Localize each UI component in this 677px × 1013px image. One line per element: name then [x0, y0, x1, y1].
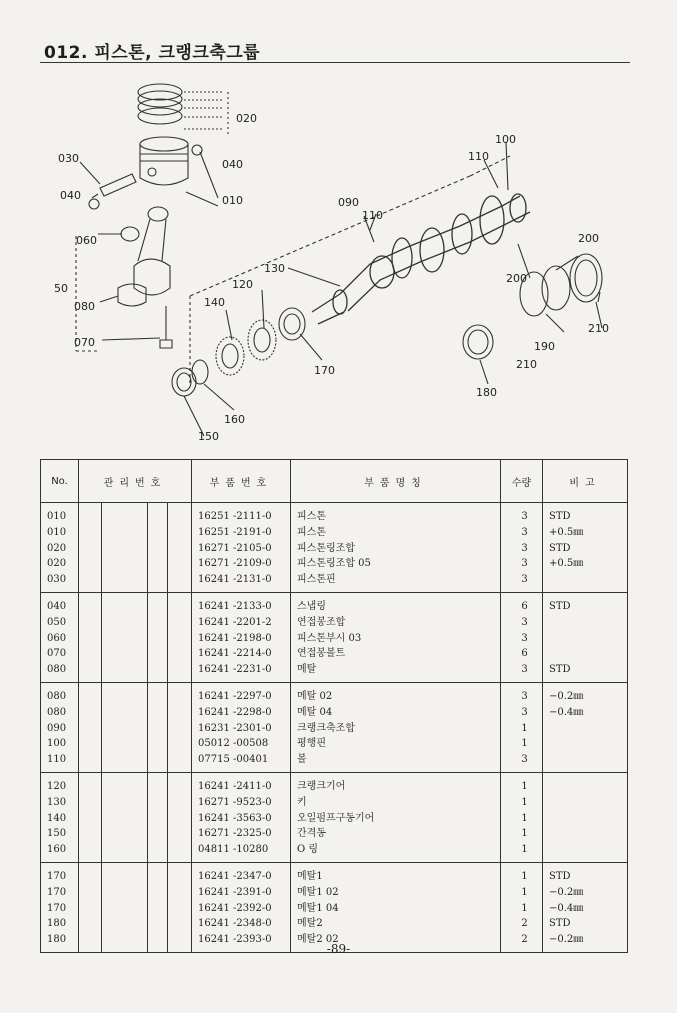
part-name-cell: 크랭크축조합 [291, 721, 501, 737]
mgmt-cell-3 [148, 772, 168, 794]
part-number-cell: 07715 -00401 [192, 752, 291, 772]
callout-080: 080 [74, 300, 95, 313]
mgmt-cell-1 [79, 541, 102, 557]
mgmt-cell-2 [102, 646, 148, 662]
remark-cell [543, 842, 628, 862]
remark-cell: +0.5㎜ [543, 525, 628, 541]
table-row [41, 556, 628, 572]
mgmt-cell-2 [102, 811, 148, 827]
mgmt-cell-1 [79, 646, 102, 662]
part-name-cell: O 링 [291, 842, 501, 862]
part-number-cell: 16241 -2348-0 [192, 916, 291, 932]
remark-cell: −0.4㎜ [543, 705, 628, 721]
remark-cell [543, 646, 628, 662]
mgmt-cell-2 [102, 615, 148, 631]
quantity-cell: 1 [501, 795, 543, 811]
quantity-cell: 1 [501, 721, 543, 737]
mgmt-cell-2 [102, 795, 148, 811]
mgmt-cell-2 [102, 525, 148, 541]
remark-cell: −0.2㎜ [543, 885, 628, 901]
quantity-cell: 3 [501, 556, 543, 572]
table-body [41, 503, 628, 953]
part-number-cell: 16251 -2111-0 [192, 503, 291, 525]
mgmt-cell-3 [148, 556, 168, 572]
item-no-cell: 090 [41, 721, 79, 737]
mgmt-cell-4 [168, 592, 192, 614]
mgmt-cell-3 [148, 752, 168, 772]
mgmt-cell-1 [79, 811, 102, 827]
mgmt-cell-2 [102, 631, 148, 647]
item-no-cell: 010 [41, 503, 79, 525]
header-remark: 비고 [543, 460, 628, 503]
mgmt-cell-2 [102, 572, 148, 592]
mgmt-cell-4 [168, 662, 192, 682]
mgmt-cell-3 [148, 795, 168, 811]
item-no-cell: 080 [41, 682, 79, 704]
table-row [41, 541, 628, 557]
mgmt-cell-1 [79, 556, 102, 572]
mgmt-cell-4 [168, 503, 192, 525]
mgmt-cell-4 [168, 721, 192, 737]
remark-cell [543, 736, 628, 752]
quantity-cell: 3 [501, 752, 543, 772]
part-name-cell: 메탈1 [291, 862, 501, 884]
quantity-cell: 1 [501, 842, 543, 862]
remark-cell [543, 795, 628, 811]
item-no-cell: 080 [41, 662, 79, 682]
piston-rings [138, 84, 182, 124]
remark-cell: STD [543, 541, 628, 557]
mgmt-cell-1 [79, 525, 102, 541]
part-name-cell: 크랭크기어 [291, 772, 501, 794]
callout-060: 060 [76, 234, 97, 247]
table-row [41, 682, 628, 704]
header-no: No. [41, 460, 79, 503]
quantity-cell: 6 [501, 592, 543, 614]
table-row [41, 525, 628, 541]
quantity-cell: 3 [501, 572, 543, 592]
mgmt-cell-3 [148, 503, 168, 525]
item-no-cell: 180 [41, 916, 79, 932]
item-no-cell: 030 [41, 572, 79, 592]
item-no-cell: 130 [41, 795, 79, 811]
mgmt-cell-4 [168, 705, 192, 721]
quantity-cell: 3 [501, 682, 543, 704]
mgmt-cell-3 [148, 592, 168, 614]
mgmt-cell-1 [79, 916, 102, 932]
remark-cell [543, 631, 628, 647]
part-number-cell: 16241 -2347-0 [192, 862, 291, 884]
table-row [41, 842, 628, 862]
quantity-cell: 6 [501, 646, 543, 662]
mgmt-cell-4 [168, 572, 192, 592]
mgmt-cell-4 [168, 541, 192, 557]
mgmt-cell-2 [102, 752, 148, 772]
part-name-cell: 메탈2 02 [291, 932, 501, 952]
quantity-cell: 3 [501, 615, 543, 631]
diagram-svg [40, 66, 640, 456]
quantity-cell: 1 [501, 736, 543, 752]
quantity-cell: 3 [501, 631, 543, 647]
mgmt-cell-4 [168, 631, 192, 647]
quantity-cell: 1 [501, 811, 543, 827]
callout-150: 150 [198, 430, 219, 443]
item-no-cell: 170 [41, 901, 79, 917]
part-name-cell: 피스톤부시 03 [291, 631, 501, 647]
quantity-cell: 1 [501, 885, 543, 901]
quantity-cell: 1 [501, 826, 543, 842]
mgmt-cell-3 [148, 862, 168, 884]
mgmt-cell-1 [79, 615, 102, 631]
mgmt-cell-1 [79, 592, 102, 614]
remark-cell: STD [543, 916, 628, 932]
callout-130: 130 [264, 262, 285, 275]
item-no-cell: 010 [41, 525, 79, 541]
item-no-cell: 020 [41, 556, 79, 572]
table-row [41, 916, 628, 932]
part-name-cell: 스냅링 [291, 592, 501, 614]
quantity-cell: 1 [501, 901, 543, 917]
part-name-cell: 오일펌프구동기어 [291, 811, 501, 827]
mgmt-cell-1 [79, 705, 102, 721]
item-no-cell: 150 [41, 826, 79, 842]
item-no-cell: 180 [41, 932, 79, 952]
part-number-cell: 16271 -2325-0 [192, 826, 291, 842]
table-row [41, 752, 628, 772]
part-name-cell: 메탈2 [291, 916, 501, 932]
mgmt-cell-2 [102, 662, 148, 682]
mgmt-cell-1 [79, 682, 102, 704]
callout-160: 160 [224, 413, 245, 426]
mgmt-cell-3 [148, 736, 168, 752]
mgmt-cell-3 [148, 901, 168, 917]
callout-040-top: 040 [222, 158, 243, 171]
callout-190: 190 [534, 340, 555, 353]
page-title: 012. 피스톤, 크랭크축그룹 [44, 43, 261, 63]
remark-cell [543, 826, 628, 842]
part-number-cell: 16241 -2231-0 [192, 662, 291, 682]
part-number-cell: 05012 -00508 [192, 736, 291, 752]
header-name: 부품명칭 [291, 460, 501, 503]
mgmt-cell-2 [102, 885, 148, 901]
mgmt-cell-4 [168, 901, 192, 917]
callout-170: 170 [314, 364, 335, 377]
mgmt-cell-4 [168, 826, 192, 842]
mgmt-cell-4 [168, 842, 192, 862]
part-number-cell: 16271 -2109-0 [192, 556, 291, 572]
mgmt-cell-3 [148, 525, 168, 541]
table-row [41, 862, 628, 884]
item-no-cell: 140 [41, 811, 79, 827]
part-number-cell: 16271 -9523-0 [192, 795, 291, 811]
part-number-cell: 04811 -10280 [192, 842, 291, 862]
mgmt-cell-3 [148, 826, 168, 842]
item-no-cell: 040 [41, 592, 79, 614]
item-no-cell: 120 [41, 772, 79, 794]
mgmt-cell-2 [102, 682, 148, 704]
table-row [41, 662, 628, 682]
mgmt-cell-2 [102, 826, 148, 842]
mgmt-cell-4 [168, 682, 192, 704]
callout-210-left: 210 [516, 358, 537, 371]
quantity-cell: 3 [501, 503, 543, 525]
header-qty: 수량 [501, 460, 543, 503]
callout-110-right: 110 [468, 150, 489, 163]
item-no-cell: 110 [41, 752, 79, 772]
mgmt-cell-1 [79, 842, 102, 862]
piston [140, 137, 188, 185]
callout-200-right: 200 [578, 232, 599, 245]
table-row [41, 572, 628, 592]
item-no-cell: 170 [41, 862, 79, 884]
remark-cell: STD [543, 862, 628, 884]
mgmt-cell-1 [79, 862, 102, 884]
mgmt-cell-2 [102, 541, 148, 557]
quantity-cell: 2 [501, 932, 543, 952]
remark-cell [543, 615, 628, 631]
part-name-cell: 평행핀 [291, 736, 501, 752]
callout-070: 070 [74, 336, 95, 349]
mgmt-cell-1 [79, 503, 102, 525]
callout-140: 140 [204, 296, 225, 309]
part-number-cell: 16251 -2191-0 [192, 525, 291, 541]
remark-cell: STD [543, 503, 628, 525]
mgmt-cell-1 [79, 631, 102, 647]
mgmt-cell-1 [79, 795, 102, 811]
part-number-cell: 16241 -2391-0 [192, 885, 291, 901]
part-name-cell: 키 [291, 795, 501, 811]
quantity-cell: 2 [501, 916, 543, 932]
quantity-cell: 3 [501, 541, 543, 557]
mgmt-cell-4 [168, 556, 192, 572]
table-row [41, 705, 628, 721]
part-name-cell: 메탈1 02 [291, 885, 501, 901]
mgmt-cell-3 [148, 682, 168, 704]
part-number-cell: 16241 -2297-0 [192, 682, 291, 704]
mgmt-cell-4 [168, 615, 192, 631]
part-number-cell: 16241 -2131-0 [192, 572, 291, 592]
parts-table [40, 459, 628, 953]
mgmt-cell-2 [102, 503, 148, 525]
part-name-cell: 볼 [291, 752, 501, 772]
table-row [41, 772, 628, 794]
remark-cell [543, 772, 628, 794]
mgmt-cell-2 [102, 556, 148, 572]
mgmt-cell-3 [148, 662, 168, 682]
remark-cell: −0.2㎜ [543, 932, 628, 952]
item-no-cell: 170 [41, 885, 79, 901]
part-name-cell: 연접봉볼트 [291, 646, 501, 662]
mgmt-cell-4 [168, 752, 192, 772]
mgmt-cell-2 [102, 772, 148, 794]
mgmt-cell-2 [102, 705, 148, 721]
part-number-cell: 16241 -2214-0 [192, 646, 291, 662]
item-no-cell: 160 [41, 842, 79, 862]
table-header-row [41, 460, 628, 503]
mgmt-cell-4 [168, 736, 192, 752]
table-row [41, 885, 628, 901]
mgmt-cell-1 [79, 736, 102, 752]
mgmt-cell-2 [102, 842, 148, 862]
mgmt-cell-3 [148, 541, 168, 557]
remark-cell [543, 721, 628, 737]
header-part-no: 부품번호 [192, 460, 291, 503]
part-name-cell: 연접봉조합 [291, 615, 501, 631]
mgmt-cell-2 [102, 736, 148, 752]
page-number: -89- [326, 942, 351, 956]
part-number-cell: 16241 -2133-0 [192, 592, 291, 614]
part-number-cell: 16241 -2411-0 [192, 772, 291, 794]
mgmt-cell-1 [79, 662, 102, 682]
mgmt-cell-4 [168, 916, 192, 932]
mgmt-cell-4 [168, 885, 192, 901]
part-number-cell: 16241 -2198-0 [192, 631, 291, 647]
part-number-cell: 16241 -3563-0 [192, 811, 291, 827]
part-name-cell: 메탈1 04 [291, 901, 501, 917]
callout-050: 50 [54, 282, 68, 295]
mgmt-cell-3 [148, 572, 168, 592]
mgmt-cell-4 [168, 811, 192, 827]
mgmt-cell-4 [168, 646, 192, 662]
mgmt-cell-4 [168, 795, 192, 811]
mgmt-cell-4 [168, 862, 192, 884]
table-row [41, 901, 628, 917]
callout-200-left: 200 [506, 272, 527, 285]
part-name-cell: 메탈 02 [291, 682, 501, 704]
callout-100: 100 [495, 133, 516, 146]
remark-cell: STD [543, 592, 628, 614]
mgmt-cell-3 [148, 885, 168, 901]
table-row [41, 795, 628, 811]
mgmt-cell-4 [168, 772, 192, 794]
table-row [41, 811, 628, 827]
item-no-cell: 020 [41, 541, 79, 557]
table-row [41, 736, 628, 752]
connecting-rod [134, 207, 170, 295]
mgmt-cell-4 [168, 525, 192, 541]
remark-cell: −0.4㎜ [543, 901, 628, 917]
header-mgmt: 관리번호 [79, 460, 192, 503]
table-row [41, 646, 628, 662]
mgmt-cell-3 [148, 646, 168, 662]
table-row [41, 592, 628, 614]
mgmt-cell-1 [79, 885, 102, 901]
part-name-cell: 메탈 04 [291, 705, 501, 721]
remark-cell: STD [543, 662, 628, 682]
mgmt-cell-2 [102, 721, 148, 737]
callout-180: 180 [476, 386, 497, 399]
remark-cell [543, 811, 628, 827]
gears [216, 308, 305, 375]
part-name-cell: 간격동 [291, 826, 501, 842]
mgmt-cell-1 [79, 826, 102, 842]
mgmt-cell-3 [148, 705, 168, 721]
quantity-cell: 1 [501, 772, 543, 794]
remark-cell: +0.5㎜ [543, 556, 628, 572]
mgmt-cell-1 [79, 752, 102, 772]
mgmt-cell-3 [148, 615, 168, 631]
item-no-cell: 100 [41, 736, 79, 752]
table-row [41, 503, 628, 525]
exploded-parts-diagram [40, 66, 640, 456]
quantity-cell: 3 [501, 525, 543, 541]
callout-010: 010 [222, 194, 243, 207]
part-name-cell: 피스톤 [291, 503, 501, 525]
part-number-cell: 16241 -2393-0 [192, 932, 291, 952]
item-no-cell: 080 [41, 705, 79, 721]
mgmt-cell-3 [148, 721, 168, 737]
remark-cell [543, 752, 628, 772]
mgmt-cell-1 [79, 901, 102, 917]
callout-120: 120 [232, 278, 253, 291]
mgmt-cell-1 [79, 772, 102, 794]
quantity-cell: 1 [501, 862, 543, 884]
mgmt-cell-2 [102, 916, 148, 932]
callout-110-left: 110 [362, 209, 383, 222]
table-row [41, 631, 628, 647]
mgmt-cell-3 [148, 916, 168, 932]
part-number-cell: 16241 -2201-2 [192, 615, 291, 631]
part-number-cell: 16241 -2392-0 [192, 901, 291, 917]
part-name-cell: 피스톤링조합 [291, 541, 501, 557]
callout-030: 030 [58, 152, 79, 165]
mgmt-cell-2 [102, 862, 148, 884]
item-no-cell: 050 [41, 615, 79, 631]
callout-210-right: 210 [588, 322, 609, 335]
table-row [41, 615, 628, 631]
mgmt-cell-3 [148, 631, 168, 647]
item-no-cell: 070 [41, 646, 79, 662]
mgmt-cell-2 [102, 592, 148, 614]
quantity-cell: 3 [501, 662, 543, 682]
part-number-cell: 16271 -2105-0 [192, 541, 291, 557]
mgmt-cell-1 [79, 572, 102, 592]
table-row [41, 721, 628, 737]
remark-cell [543, 572, 628, 592]
part-number-cell: 16241 -2298-0 [192, 705, 291, 721]
crankshaft [312, 194, 530, 324]
mgmt-cell-3 [148, 842, 168, 862]
mgmt-cell-3 [148, 811, 168, 827]
quantity-cell: 3 [501, 705, 543, 721]
remark-cell: −0.2㎜ [543, 682, 628, 704]
mgmt-cell-1 [79, 721, 102, 737]
part-name-cell: 피스톤 [291, 525, 501, 541]
callout-090: 090 [338, 196, 359, 209]
part-name-cell: 피스톤링조합 05 [291, 556, 501, 572]
item-no-cell: 060 [41, 631, 79, 647]
callout-020: 020 [236, 112, 257, 125]
part-name-cell: 메탈 [291, 662, 501, 682]
callout-040-left: 040 [60, 189, 81, 202]
part-name-cell: 피스톤핀 [291, 572, 501, 592]
table-row [41, 826, 628, 842]
title-rule [40, 62, 630, 63]
part-number-cell: 16231 -2301-0 [192, 721, 291, 737]
mgmt-cell-2 [102, 901, 148, 917]
